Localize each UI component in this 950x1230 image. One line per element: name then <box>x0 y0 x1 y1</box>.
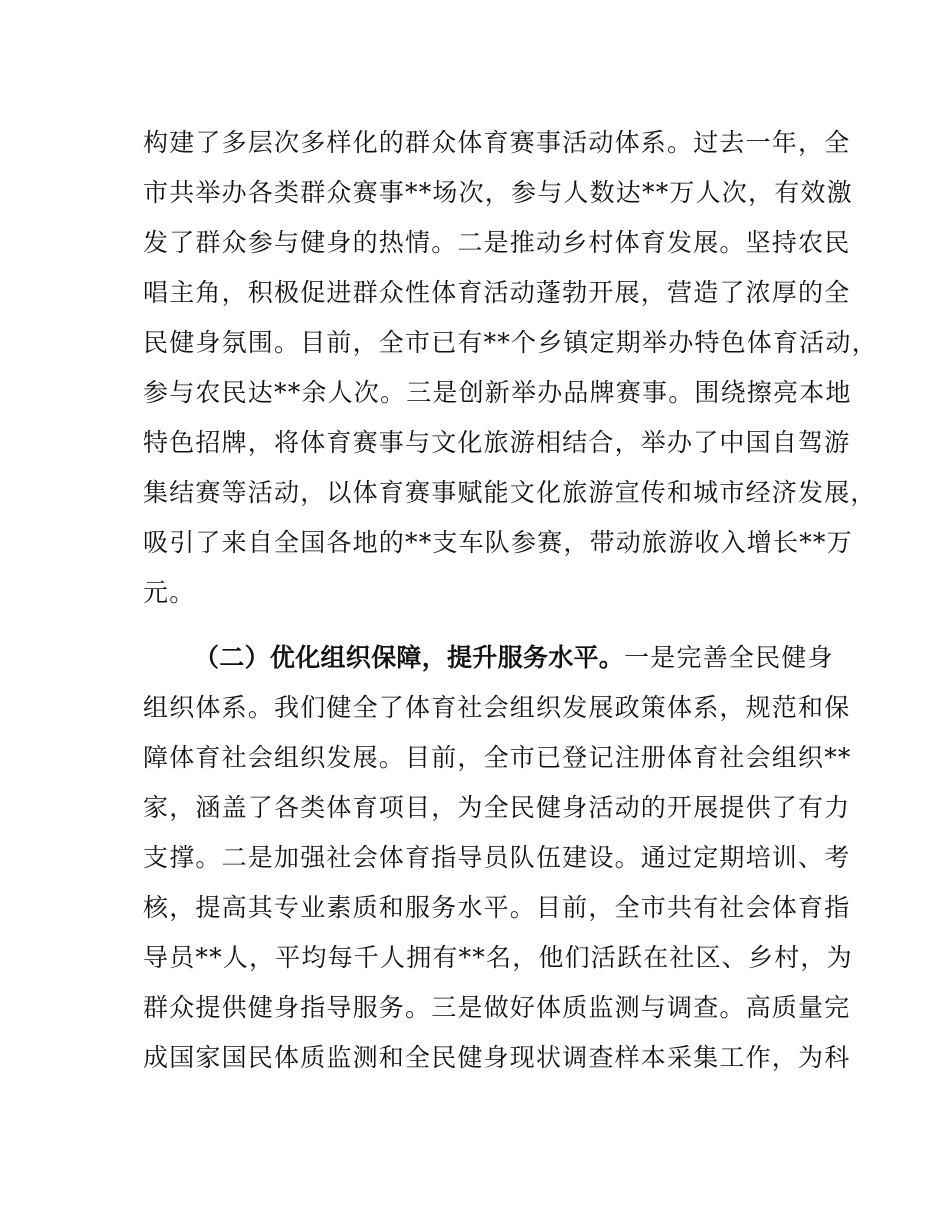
paragraph-line: 集结赛等活动，以体育赛事赋能文化旅游宣传和城市经济发展， <box>143 478 877 507</box>
paragraph-line: 成国家国民体质监测和全民健身现状调查样本采集工作，为科 <box>143 1043 851 1072</box>
paragraph-line: 唱主角，积极促进群众性体育活动蓬勃开展，营造了浓厚的全 <box>143 278 851 307</box>
section-heading-continuation: 一是完善全民健身 <box>624 643 834 672</box>
paragraph-line: 组织体系。我们健全了体育社会组织发展政策体系，规范和保 <box>143 693 851 722</box>
paragraph-line: 参与农民达**余人次。三是创新举办品牌赛事。围绕擦亮本地 <box>143 378 852 407</box>
paragraph-line: 支撑。二是加强社会体育指导员队伍建设。通过定期培训、考 <box>143 843 851 872</box>
paragraph-line: 发了群众参与健身的热情。二是推动乡村体育发展。坚持农民 <box>143 228 851 257</box>
section-heading: （二）优化组织保障，提升服务水平。 <box>194 643 625 672</box>
paragraph-line: 核，提高其专业素质和服务水平。目前，全市共有社会体育指 <box>143 893 851 922</box>
paragraph-line: 吸引了来自全国各地的**支车队参赛，带动旅游收入增长**万 <box>143 528 853 557</box>
paragraph-line: 构建了多层次多样化的群众体育赛事活动体系。过去一年，全 <box>143 128 851 157</box>
paragraph-line: 家，涵盖了各类体育项目，为全民健身活动的开展提供了有力 <box>143 793 851 822</box>
paragraph-line: 特色招牌，将体育赛事与文化旅游相结合，举办了中国自驾游 <box>143 428 851 457</box>
paragraph-line: 市共举办各类群众赛事**场次，参与人数达**万人次，有效激 <box>143 178 853 207</box>
paragraph-line: 民健身氛围。目前，全市已有**个乡镇定期举办特色体育活动， <box>143 328 878 357</box>
section-heading-line <box>194 638 834 678</box>
paragraph-line: 群众提供健身指导服务。三是做好体质监测与调查。高质量完 <box>143 993 851 1022</box>
paragraph-line: 导员**人，平均每千人拥有**名，他们活跃在社区、乡村，为 <box>143 943 853 972</box>
paragraph-line: 元。 <box>143 578 196 607</box>
paragraph-line: 障体育社会组织发展。目前，全市已登记注册体育社会组织** <box>143 743 852 772</box>
